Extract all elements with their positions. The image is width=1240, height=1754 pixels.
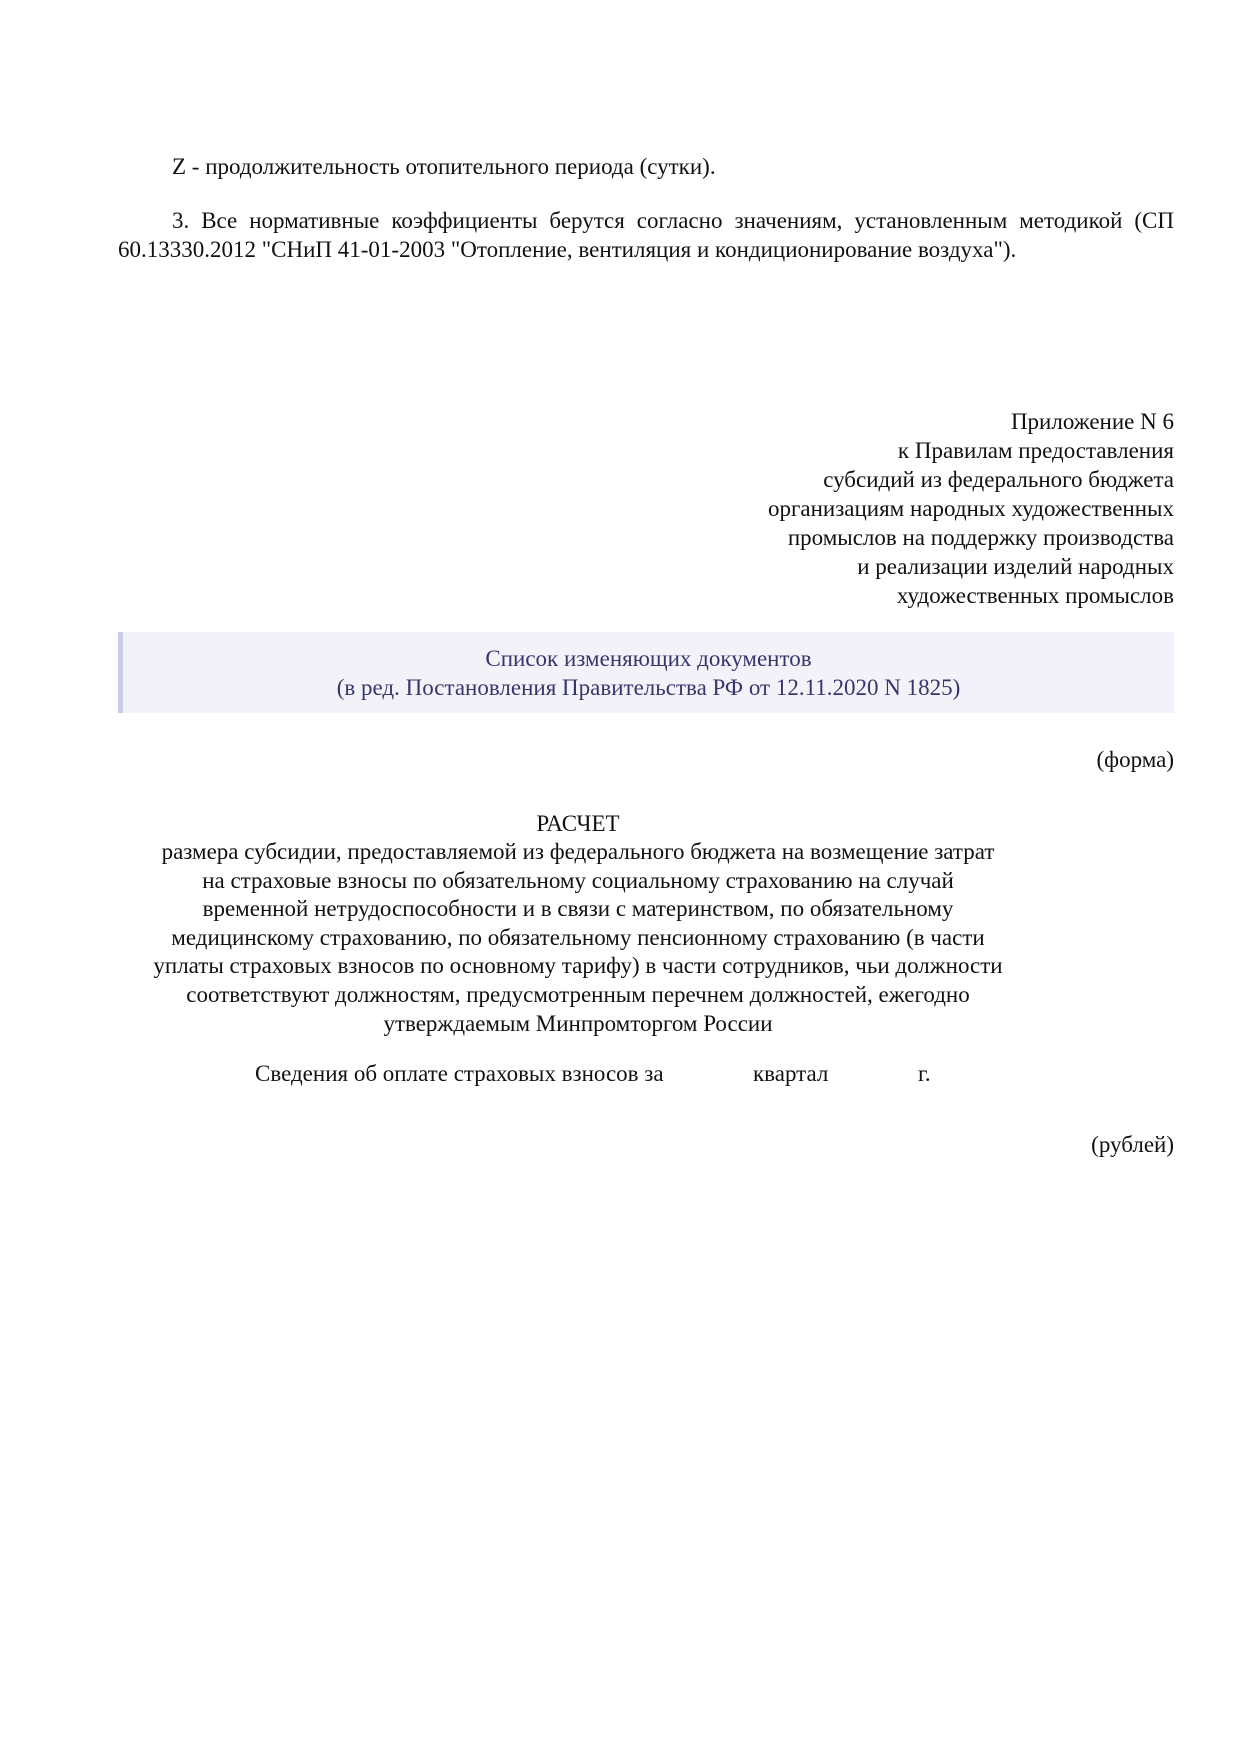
appendix-line: субсидий из федерального бюджета: [823, 467, 1174, 492]
appendix-line: Приложение N 6: [1010, 409, 1174, 434]
appendix-line: и реализации изделий народных: [857, 554, 1174, 579]
payment-info-quarter: квартал: [753, 1061, 829, 1086]
appendix-line: к Правилам предоставления: [897, 438, 1174, 463]
appendix-header: [614, 407, 1174, 610]
calculation-description: [118, 838, 1038, 1038]
payment-info-line: [118, 1059, 1174, 1088]
description-line: медицинскому страхованию, по обязательному пенсионному страхованию (в части: [171, 924, 985, 950]
description-line: временной нетрудоспособности и в связи с материнством, по обязательному: [202, 896, 954, 922]
coefficients-paragraph: 3. Все нормативные коэффициенты берутся согласно значениям, установленным методикой (СП 60.13330.2012 "СНиП 41-01-2003 "Отопление, вентиляция и кондиционирование воздуха").: [118, 208, 1174, 262]
heating-period-definition: Z - продолжительность отопительного периода (сутки).: [172, 154, 716, 179]
form-label: (форма): [1096, 747, 1174, 772]
calculation-title: РАСЧЕТ: [536, 811, 620, 836]
amending-documents-reference: (в ред. Постановления Правительства РФ от 12.11.2020 N 1825): [336, 675, 961, 700]
appendix-line: организациям народных художественных: [767, 496, 1174, 521]
description-line: уплаты страховых взносов по основному тарифу) в части сотрудников, чьи должности: [153, 953, 1003, 979]
payment-info-label: Сведения об оплате страховых взносов за: [255, 1061, 664, 1086]
description-line: на страховые взносы по обязательному социальному страхованию на случай: [202, 867, 954, 893]
appendix-line: художественных промыслов: [896, 583, 1174, 608]
amending-documents-title: Список изменяющих документов: [485, 646, 812, 671]
amending-documents-box: [118, 632, 1174, 713]
description-line: размера субсидии, предоставляемой из федерального бюджета на возмещение затрат: [161, 839, 995, 864]
units-label: (рублей): [1091, 1132, 1174, 1157]
description-line: соответствуют должностям, предусмотренным перечнем должностей, ежегодно: [186, 981, 970, 1007]
payment-info-year: г.: [918, 1061, 931, 1086]
appendix-line: промыслов на поддержку производства: [787, 525, 1174, 550]
description-line: утверждаемым Минпромторгом России: [383, 1010, 773, 1036]
